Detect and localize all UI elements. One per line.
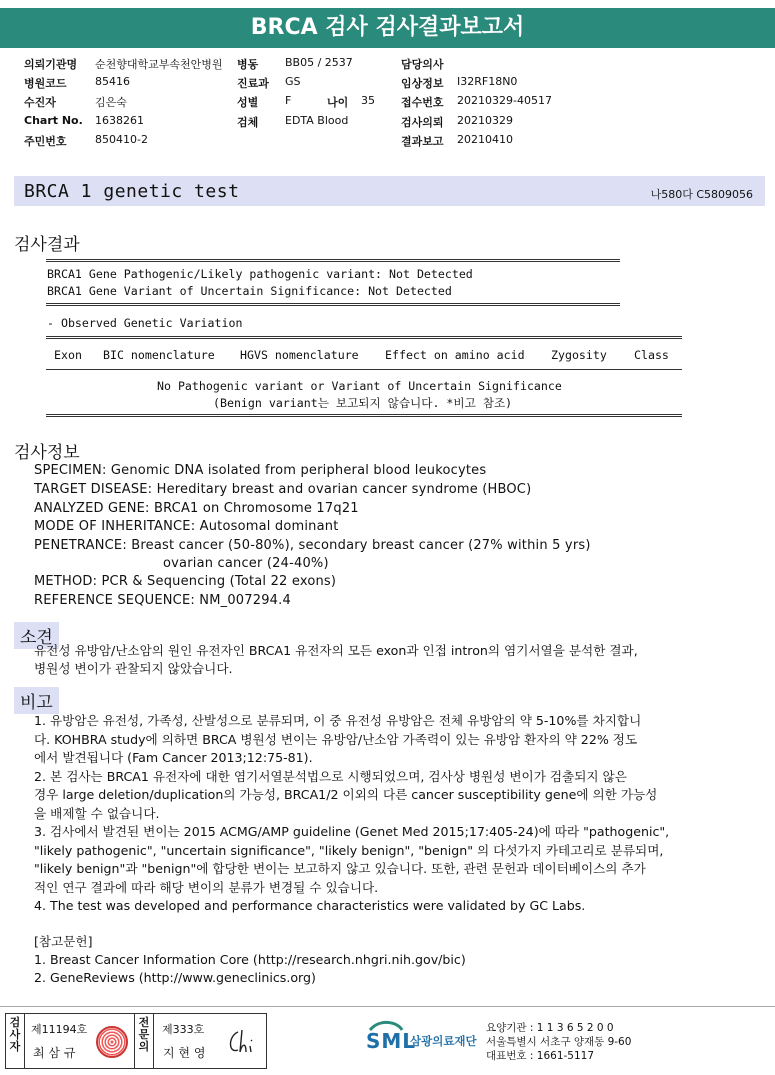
divider: [46, 303, 620, 306]
org-logo-text: SML: [366, 1029, 417, 1053]
info-penetrance-ovarian: ovarian cancer (24-40%): [163, 556, 329, 571]
note-line: 1. 유방암은 유전성, 가족성, 산발성으로 분류되며, 이 중 유전성 유방암은 전체 유방암의 약 5-10%를 차지합니: [34, 713, 642, 728]
result-line-2: BRCA1 Gene Variant of Uncertain Significance: Not Detected: [47, 284, 452, 298]
note-line: 4. The test was developed and performance characteristics were validated by GC Labs.: [34, 898, 586, 913]
address: 서울특별시 서초구 양재동 9-60: [486, 1036, 632, 1048]
signer-1-label: 검사자: [9, 1016, 21, 1053]
variant-col-bic: BIC nomenclature: [103, 348, 215, 362]
note-line: 3. 검사에서 발견된 변이는 2015 ACMG/AMP guideline (Genet Med 2015;17:405-24)에 따라 "pathogenic",: [34, 824, 670, 839]
section-finding-title: 소견: [14, 622, 59, 649]
header-label: 병동: [237, 58, 259, 71]
info-specimen: SPECIMEN: Genomic DNA isolated from peripheral blood leukocytes: [34, 463, 487, 478]
seal-stamp-icon: [96, 1026, 128, 1058]
header-value: BB05 / 2537: [285, 56, 353, 69]
divider: [46, 336, 682, 339]
note-line: 적인 연구 결과에 따라 해당 변이의 분류가 변경될 수 있습니다.: [34, 879, 379, 895]
org-name: 삼광의료재단: [410, 1034, 477, 1048]
header-label: 진료과: [237, 77, 269, 90]
header-value: 35: [361, 94, 375, 107]
header-label: 결과보고: [401, 135, 444, 148]
divider: [153, 1014, 154, 1068]
notes-block: [34, 712, 774, 916]
signer-2-name: 지 현 영: [163, 1046, 206, 1060]
footer-divider: [0, 1006, 775, 1007]
header-label: 의뢰기관명: [24, 58, 78, 71]
header-label: 접수번호: [401, 96, 444, 109]
references-title: [참고문헌]: [34, 934, 93, 949]
header-value: 85416: [95, 75, 130, 88]
phone: 대표번호 : 1661-5117: [486, 1050, 595, 1062]
header-label: 병원코드: [24, 77, 67, 90]
signer-1-name: 최 삼 규: [33, 1046, 76, 1060]
result-line-1: BRCA1 Gene Pathogenic/Likely pathogenic variant: Not Detected: [47, 267, 473, 281]
signature-box: [5, 1013, 267, 1069]
signer-2-label: 전문의: [138, 1016, 150, 1053]
header-label: 임상정보: [401, 77, 444, 90]
header-value: 850410-2: [95, 133, 148, 146]
divider: [134, 1014, 135, 1068]
report-title: BRCA 검사 검사결과보고서: [0, 8, 775, 48]
info-reference-sequence: REFERENCE SEQUENCE: NM_007294.4: [34, 593, 291, 608]
finding-line-1: 유전성 유방암/난소암의 원인 유전자인 BRCA1 유전자의 모든 exon과 인접 intron의 염기서열을 분석한 결과,: [34, 643, 638, 658]
header-label: 담당의사: [401, 58, 444, 71]
header-label: 성별: [237, 96, 259, 109]
note-line: 2. 본 검사는 BRCA1 유전자에 대한 염기서열분석법으로 시행되었으며, 검사상 병원성 변이가 검출되지 않은: [34, 768, 627, 784]
note-line: 을 배제할 수 없습니다.: [34, 805, 160, 821]
observed-label: - Observed Genetic Variation: [47, 316, 243, 330]
info-penetrance: PENETRANCE: Breast cancer (50-80%), secondary breast cancer (27% within 5 yrs): [34, 538, 591, 553]
header-value: 김은숙: [95, 96, 127, 109]
info-inheritance: MODE OF INHERITANCE: Autosomal dominant: [34, 519, 339, 534]
note-line: 경우 large deletion/duplication의 가능성, BRCA1/2 이외의 다른 cancer susceptibility gene에 의한 가능성: [34, 787, 658, 802]
section-result-title: 검사결과: [14, 235, 80, 255]
divider: [46, 369, 682, 370]
header-label: 검사의뢰: [401, 116, 444, 129]
institution-code: 요양기관 : 1 1 3 6 5 2 0 0: [486, 1022, 614, 1034]
signer-1-license: 제11194호: [31, 1023, 88, 1036]
variant-col-effect: Effect on amino acid: [385, 348, 525, 362]
header-value: 20210410: [457, 133, 513, 146]
header-value: I32RF18N0: [457, 75, 518, 88]
reference-2: 2. GeneReviews (http://www.geneclinics.org): [34, 970, 316, 985]
header-label: 주민번호: [24, 135, 67, 148]
section-note-title: 비고: [14, 687, 59, 714]
variant-col-class: Class: [634, 348, 669, 362]
header-value: 20210329-40517: [457, 94, 552, 107]
test-code: 나580다 C5809056: [650, 188, 753, 201]
note-line: "likely benign"과 "benign"에 합당한 변이는 보고하지 않고 있습니다. 또한, 관련 문헌과 데이터베이스의 추가: [34, 861, 646, 876]
note-line: 다. KOHBRA study에 의하면 BRCA 병원성 변이는 유방암/난소암 가족력이 있는 유방암 환자의 약 22% 정도: [34, 731, 638, 747]
test-name: BRCA 1 genetic test: [24, 181, 240, 202]
header-label: 검체: [237, 116, 259, 129]
patient-header: [0, 56, 775, 156]
note-line: "likely pathogenic", "uncertain significance", "likely benign", "benign" 의 다섯가지 카테고리로 분류되며,: [34, 842, 664, 858]
header-label: 나이: [327, 96, 349, 109]
info-target-disease: TARGET DISEASE: Hereditary breast and ovarian cancer syndrome (HBOC): [34, 482, 532, 497]
benign-note-line: (Benign variant는 보고되지 않습니다. *비고 참조): [213, 396, 513, 410]
header-value: F: [285, 94, 292, 107]
variant-col-hgvs: HGVS nomenclature: [240, 348, 359, 362]
header-value: EDTA Blood: [285, 114, 349, 127]
divider: [46, 414, 682, 417]
variant-col-exon: Exon: [54, 348, 82, 362]
section-info-title: 검사정보: [14, 443, 80, 463]
header-value: GS: [285, 75, 301, 88]
header-label: 수진자: [24, 96, 56, 109]
info-analyzed-gene: ANALYZED GENE: BRCA1 on Chromosome 17q21: [34, 501, 359, 516]
handwritten-signature-icon: [224, 1026, 264, 1058]
divider: [46, 259, 620, 262]
note-line: 에서 발견됩니다 (Fam Cancer 2013;12:75-81).: [34, 750, 313, 765]
header-value: 순천향대학교부속천안병원: [95, 58, 223, 71]
reference-1: 1. Breast Cancer Information Core (http://research.nhgri.nih.gov/bic): [34, 952, 466, 967]
header-label: Chart No.: [24, 114, 83, 127]
signer-2-license: 제333호: [162, 1023, 205, 1036]
header-value: 1638261: [95, 114, 144, 127]
finding-line-2: 병원성 변이가 관찰되지 않았습니다.: [34, 661, 233, 676]
header-value: 20210329: [457, 114, 513, 127]
variant-col-zygosity: Zygosity: [551, 348, 607, 362]
divider: [24, 1014, 25, 1068]
no-variant-line: No Pathogenic variant or Variant of Uncertain Significance: [157, 379, 562, 393]
info-method: METHOD: PCR & Sequencing (Total 22 exons): [34, 574, 337, 589]
